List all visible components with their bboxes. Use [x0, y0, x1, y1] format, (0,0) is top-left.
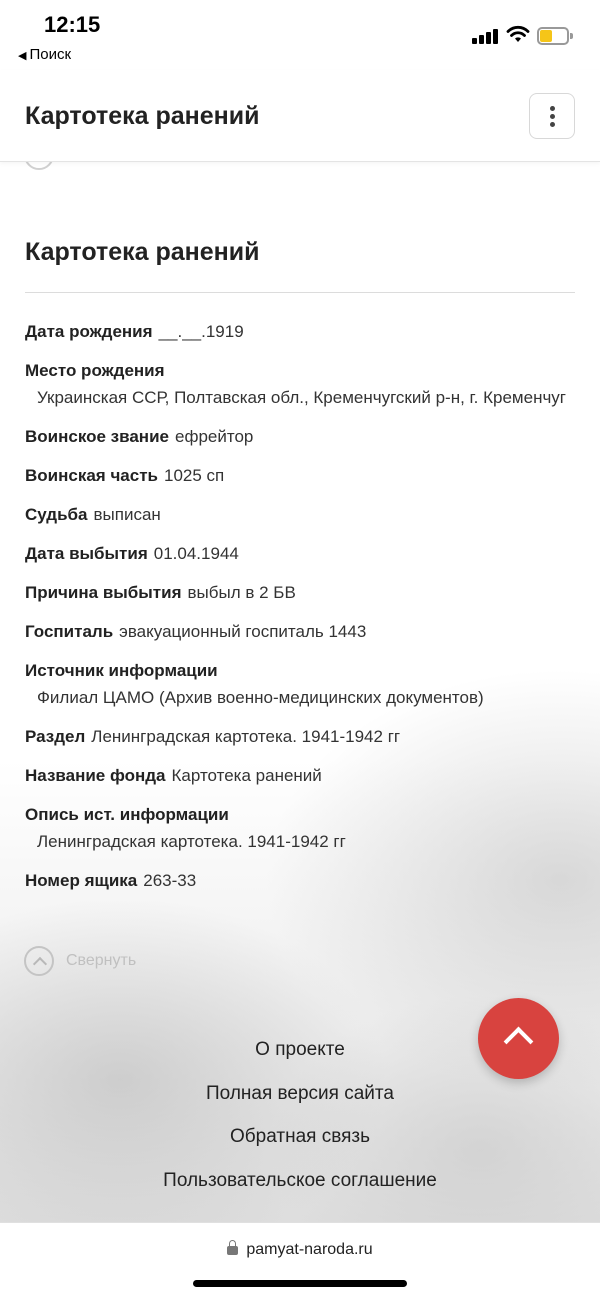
lock-icon — [227, 1246, 238, 1255]
scroll-to-top-button[interactable] — [478, 998, 559, 1079]
field-label: Опись ист. информации — [25, 805, 229, 824]
page-title: Картотека ранений — [25, 102, 260, 130]
browser-url-bar[interactable] — [0, 1222, 600, 1297]
field-value: 263-33 — [143, 871, 197, 890]
field-fund-name — [25, 762, 585, 789]
field-label: Причина выбытия — [25, 583, 182, 602]
field-value: выбыл в 2 БВ — [187, 583, 296, 602]
field-label: Дата выбытия — [25, 544, 148, 563]
field-value: Филиал ЦАМО (Архив военно-медицинских документов) — [37, 688, 484, 707]
back-label: Поиск — [29, 46, 72, 63]
field-label: Воинская часть — [25, 466, 158, 485]
record-fields — [25, 318, 585, 906]
footer-link-feedback[interactable]: Обратная связь — [230, 1126, 370, 1147]
field-unit — [25, 462, 585, 489]
field-label: Номер ящика — [25, 871, 138, 890]
signal-icon — [472, 28, 500, 44]
back-triangle-icon: ◀ — [18, 50, 27, 62]
field-fate — [25, 501, 585, 528]
field-value: выписан — [93, 505, 161, 524]
field-value: __.__.1919 — [158, 322, 244, 341]
field-value: 1025 сп — [164, 466, 225, 485]
battery-icon — [537, 27, 573, 45]
back-to-search-link[interactable] — [18, 46, 71, 63]
field-value: Ленинградская картотека. 1941-1942 гг — [37, 832, 346, 851]
field-hospital — [25, 618, 585, 645]
card-title: Картотека ранений — [25, 238, 260, 266]
field-section — [25, 723, 585, 750]
field-value: ефрейтор — [175, 427, 254, 446]
collapse-button[interactable] — [24, 946, 136, 976]
field-label: Госпиталь — [25, 622, 114, 641]
app-header — [0, 70, 600, 162]
divider — [25, 292, 575, 293]
status-time: 12:15 — [44, 12, 101, 37]
field-value: 01.04.1944 — [153, 544, 239, 563]
field-value: Картотека ранений — [171, 766, 322, 785]
url-display[interactable] — [0, 1241, 600, 1259]
field-birth-place — [25, 357, 585, 411]
field-value: Ленинградская картотека. 1941-1942 гг — [91, 727, 401, 746]
footer-link-full-version[interactable]: Полная версия сайта — [206, 1082, 394, 1104]
status-bar — [0, 0, 600, 70]
field-label: Место рождения — [25, 361, 165, 380]
footer-link-user-agreement[interactable]: Пользовательское соглашение — [163, 1169, 437, 1191]
field-label: Раздел — [25, 727, 86, 746]
field-label: Название фонда — [25, 766, 166, 785]
footer-link-about[interactable]: О проекте — [255, 1039, 345, 1060]
field-departure-reason — [25, 579, 585, 606]
more-menu-button[interactable] — [529, 93, 575, 139]
chevron-up-icon — [24, 946, 54, 976]
field-value: эвакуационный госпиталь 1443 — [119, 622, 367, 641]
field-value: Украинская ССР, Полтавская обл., Кременчугский р-н, г. Кременчуг — [37, 388, 567, 407]
field-departure-date — [25, 540, 585, 567]
field-label: Дата рождения — [25, 322, 153, 341]
field-birth-date — [25, 318, 585, 345]
field-label: Источник информации — [25, 661, 218, 680]
url-text: pamyat-naroda.ru — [246, 1241, 373, 1258]
field-inventory — [25, 801, 585, 855]
field-label: Судьба — [25, 505, 88, 524]
field-source — [25, 657, 585, 711]
collapse-label: Свернуть — [66, 952, 137, 969]
wifi-icon — [506, 24, 530, 44]
home-indicator[interactable] — [193, 1280, 407, 1287]
field-label: Воинское звание — [25, 427, 169, 446]
field-rank — [25, 423, 585, 450]
field-box-number — [25, 867, 585, 894]
